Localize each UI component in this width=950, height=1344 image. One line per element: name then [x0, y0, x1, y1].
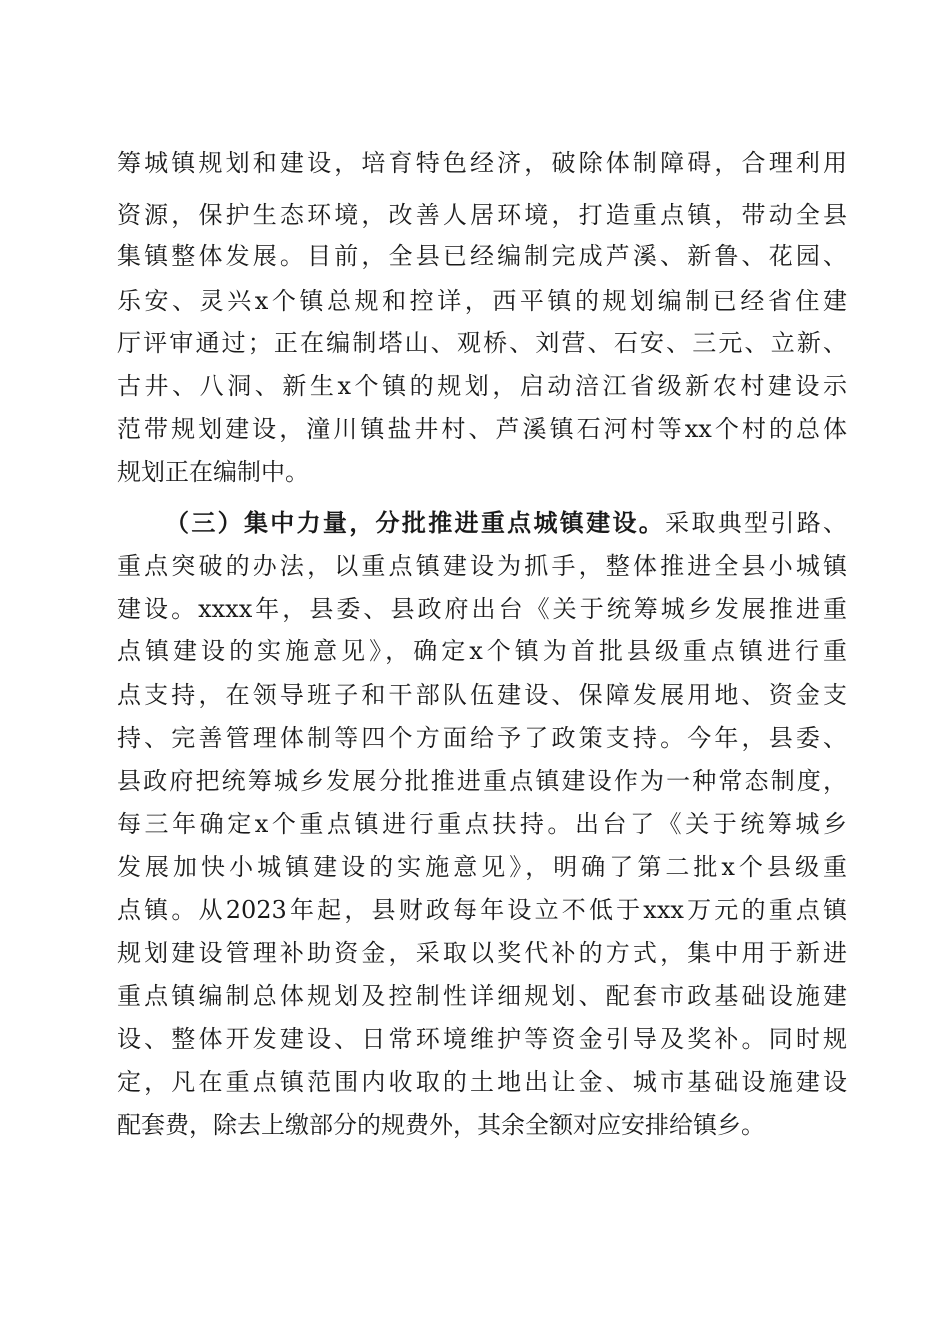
paragraph-1-line-6: 古井、八洞、新生x个镇的规划，启动涪江省级新农村建设示: [117, 372, 847, 400]
paragraph-2-line-14: 定，凡在重点镇范围内收取的土地出让金、城市基础设施建设: [117, 1068, 847, 1096]
paragraph-1-line-8: 规划正在编制中。: [117, 458, 309, 486]
paragraph-2-line-15: 配套费，除去上缴部分的规费外，其余全额对应安排给镇乡。: [117, 1111, 765, 1139]
paragraph-2-line-11: 规划建设管理补助资金，采取以奖代补的方式，集中用于新进: [117, 939, 847, 967]
paragraph-2-line-9: 发展加快小城镇建设的实施意见》，明确了第二批x个县级重: [117, 853, 847, 881]
paragraph-2-line-10: 点镇。从2023年起，县财政每年设立不低于xxx万元的重点镇: [117, 896, 847, 924]
paragraph-2-line-6: 持、完善管理体制等四个方面给予了政策支持。今年，县委、: [117, 724, 847, 752]
paragraph-1-line-2: 资源，保护生态环境，改善人居环境，打造重点镇，带动全县: [117, 201, 847, 229]
paragraph-2-line-13: 设、整体开发建设、日常环境维护等资金引导及奖补。同时规: [117, 1025, 847, 1053]
paragraph-2-line-4: 点镇建设的实施意见》，确定x个镇为首批县级重点镇进行重: [117, 637, 847, 665]
paragraph-1-line-5: 厅评审通过；正在编制塔山、观桥、刘营、石安、三元、立新、: [117, 329, 847, 357]
paragraph-1-line-1: 筹城镇规划和建设，培育特色经济，破除体制障碍，合理利用: [117, 149, 847, 177]
paragraph-2-line-8: 每三年确定x个重点镇进行重点扶持。出台了《关于统筹城乡: [117, 810, 847, 838]
paragraph-2-line-12: 重点镇编制总体规划及控制性详细规划、配套市政基础设施建: [117, 982, 847, 1010]
paragraph-2-line-5: 点支持，在领导班子和干部队伍建设、保障发展用地、资金支: [117, 681, 847, 709]
paragraph-2-line-3: 建设。xxxx年，县委、县政府出台《关于统筹城乡发展推进重: [117, 595, 847, 623]
paragraph-1-line-4: 乐安、灵兴x个镇总规和控详，西平镇的规划编制已经省住建: [117, 287, 847, 315]
paragraph-2-first-line-rest: 采取典型引路、: [665, 509, 848, 537]
paragraph-1-line-7: 范带规划建设，潼川镇盐井村、芦溪镇石河村等xx个村的总体: [117, 415, 847, 443]
section-heading: （三）集中力量，分批推进重点城镇建设。: [165, 508, 666, 537]
paragraph-2-line-7: 县政府把统筹城乡发展分批推进重点镇建设作为一种常态制度，: [117, 767, 847, 795]
paragraph-2-line-2: 重点突破的办法，以重点镇建设为抓手，整体推进全县小城镇: [117, 552, 847, 580]
paragraph-1-line-3: 集镇整体发展。目前，全县已经编制完成芦溪、新鲁、花园、: [117, 242, 847, 270]
paragraph-2-line-1: [165, 505, 847, 541]
